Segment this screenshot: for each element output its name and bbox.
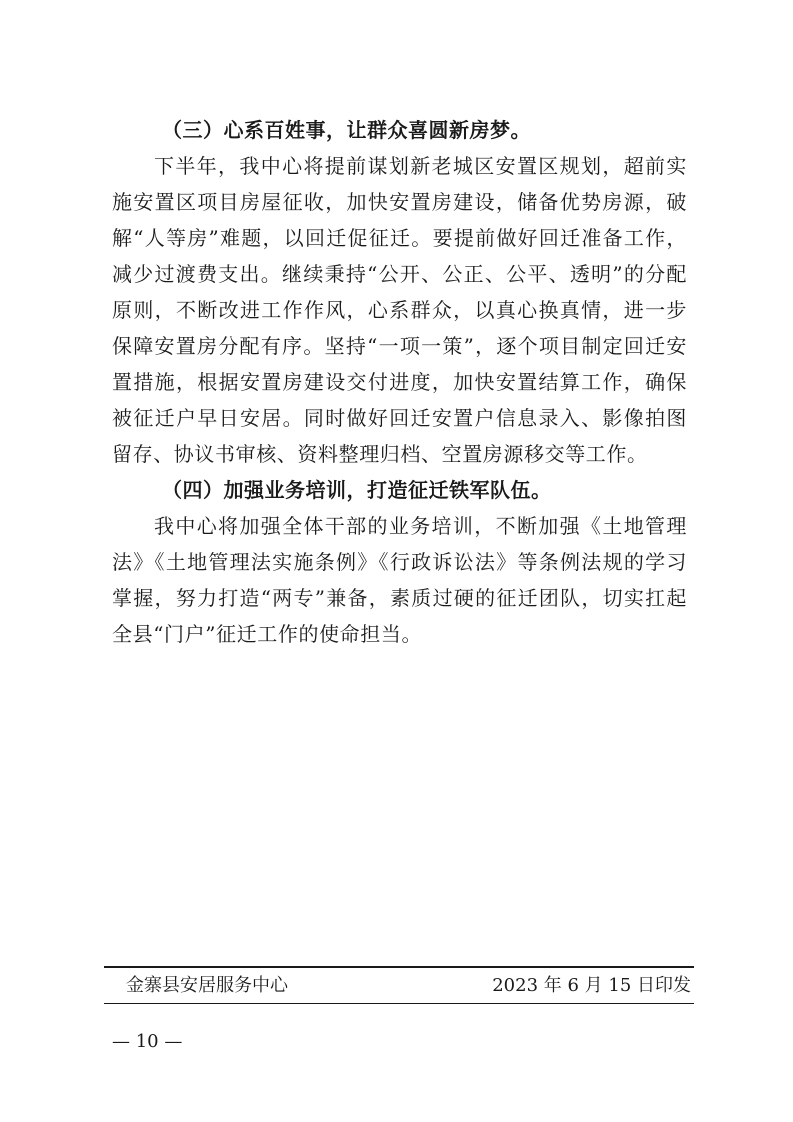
footer-bottom-rule: [104, 1003, 694, 1004]
document-body: [112, 112, 687, 652]
footer-print-date: 2023 年 6 月 15 日印发: [492, 975, 691, 996]
page-number: — 10 —: [112, 1031, 183, 1052]
section-paragraph-4: 我中心将加强全体干部的业务培训，不断加强《土地管理法》《土地管理法实施条例》《行政诉讼法》等条例法规的学习掌握，努力打造“两专”兼备，素质过硬的征迁团队，切实扛起全县“门户”征迁工作的使命担当。: [112, 514, 687, 646]
footer-top-rule: [104, 966, 694, 968]
section-paragraph-3: 下半年，我中心将提前谋划新老城区安置区规划，超前实施安置区项目房屋征收，加快安置房建设，储备优势房源，破解“人等房”难题，以回迁促征迁。要提前做好回迁准备工作，减少过渡费支出。继续秉持“公开、公正、公平、透明”的分配原则，不断改进工作作风，心系群众，以真心换真情，进一步保障安置房分配有序。坚持“一项一策”，逐个项目制定回迁安置措施，根据安置房建设交付进度，加快安置结算工作，确保被征迁户早日安居。同时做好回迁安置户信息录入、影像拍图留存、协议书审核、资料整理归档、空置房源移交等工作。: [112, 154, 687, 466]
section-heading-4: （四）加强业务培训，打造征迁铁军队伍。: [162, 478, 552, 502]
section-heading-3: （三）心系百姓事，让群众喜圆新房梦。: [162, 118, 531, 142]
footer-organization: 金寨县安居服务中心: [126, 975, 288, 996]
